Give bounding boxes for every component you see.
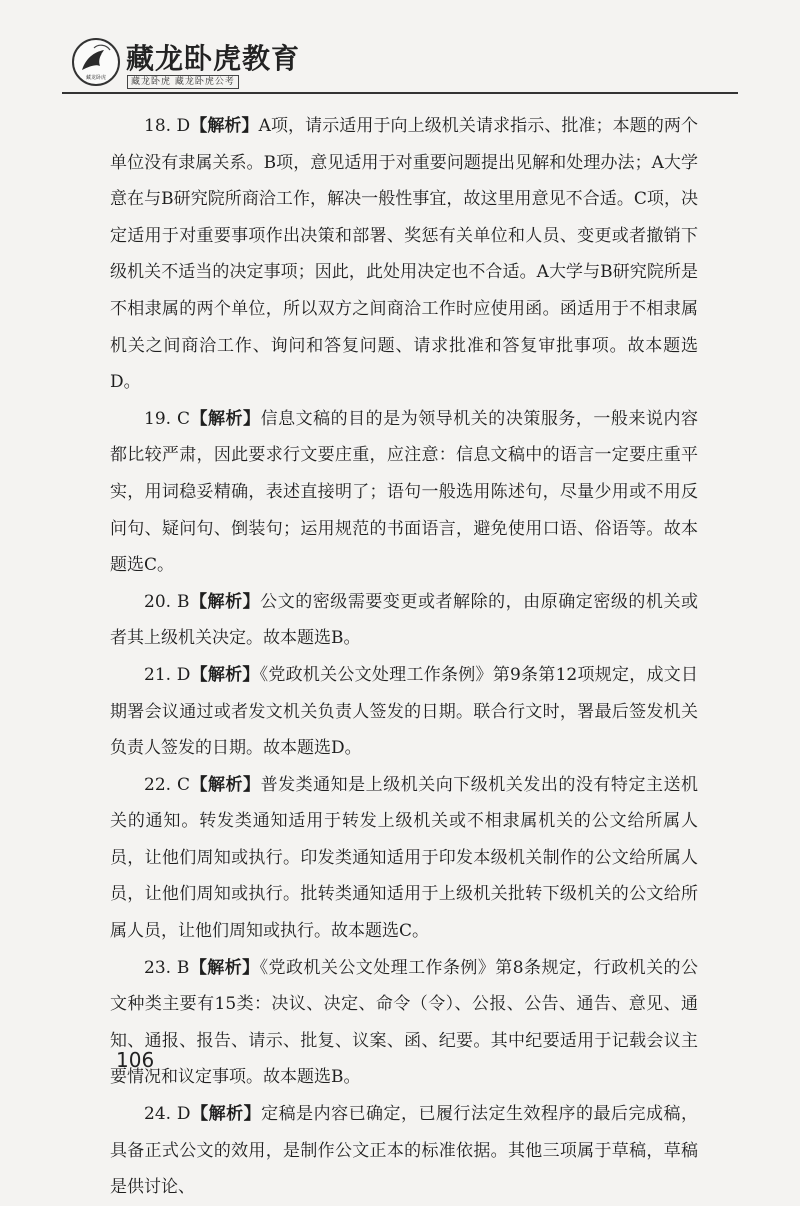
answer-number: 22. C xyxy=(144,774,190,795)
analysis-text: 定稿是内容已确定，已履行法定生效程序的最后完成稿，具备正式公文的效用，是制作公文正本的标准依据。其他三项属于草稿，草稿是供讨论、 xyxy=(110,1104,699,1198)
answer-item-21 xyxy=(110,657,698,767)
analysis-text: 普发类通知是上级机关向下级机关发出的没有特定主送机关的通知。转发类通知适用于转发上级机关或不相隶属机关的公文给所属人员，让他们周知或执行。印发类通知适用于印发本级机关制作的公文给所属人员，让他们周知或执行。批转类通知适用于上级机关批转下级机关的公文给所属人员，让他们周知或执行。故本题选C。 xyxy=(110,774,698,942)
answer-number: 21. D xyxy=(144,664,191,685)
analysis-tag: 【解析】 xyxy=(190,116,259,136)
page-header xyxy=(0,0,800,92)
analysis-text: 公文的密级需要变更或者解除的，由原确定密级的机关或者其上级机关决定。故本题选B。 xyxy=(110,591,699,649)
analysis-tag: 【解析】 xyxy=(189,774,261,795)
analysis-text: 信息文稿的目的是为领导机关的决策服务，一般来说内容都比较严肃，因此要求行文要庄重，应注意：信息文稿中的语言一定要庄重平实，用词稳妥精确，表述直接明了；语句一般选用陈述句，尽量少用或不用反问句、疑问句、倒装句；运用规范的书面语言，避免使用口语、俗语等。故本题选C。 xyxy=(110,408,698,576)
answer-number: 20. B xyxy=(144,591,190,612)
answer-item-19 xyxy=(110,401,698,584)
logo-caption: 藏龙卧虎 xyxy=(85,75,106,81)
analysis-tag: 【解析】 xyxy=(190,664,260,685)
analysis-text: A项，请示适用于向上级机关请求指示、批准；本题的两个单位没有隶属关系。B项，意见适用于对重要问题提出见解和处理办法；A大学意在与B研究院所商洽工作，解决一般性事宜，故这里用意见不合适。C项，决定适用于对重要事项作出决策和部署、奖惩有关单位和人员、变更或者撤销下级机关不适当的决定事项；因此，此处用决定也不合适。A大学与B研究院所是不相隶属的两个单位，所以双方之间商洽工作时应使用函。函适用于不相隶属机关之间商洽工作、询问和答复问题、请求批准和答复审批事项。故本题选D。 xyxy=(110,116,698,393)
answer-item-22 xyxy=(110,767,698,950)
analysis-tag: 【解析】 xyxy=(189,957,260,978)
answer-number: 19. C xyxy=(144,408,190,429)
analysis-tag: 【解析】 xyxy=(190,1104,262,1125)
answer-item-18 xyxy=(110,108,698,401)
answer-explanations xyxy=(110,108,698,1206)
answer-number: 23. B xyxy=(144,957,190,978)
answer-number: 18. D xyxy=(144,116,191,136)
answer-item-24 xyxy=(110,1096,698,1206)
brand-title: 藏龙卧虎教育 xyxy=(126,42,301,75)
header-divider xyxy=(62,92,738,94)
analysis-text: 《党政机关公文处理工作条例》第9条第12项规定，成文日期署会议通过或者发文机关负责人签发的日期。联合行文时，署最后签发机关负责人签发的日期。故本题选D。 xyxy=(110,664,698,759)
analysis-text: 《党政机关公文处理工作条例》第8条规定，行政机关的公文种类主要有15类：决议、决定、命令（令）、公报、公告、通告、意见、通知、通报、报告、请示、批复、议案、函、纪要。其中纪要适用于记载会议主要情况和议定事项。故本题选B。 xyxy=(110,957,699,1088)
answer-item-20 xyxy=(110,584,698,657)
answer-number: 24. D xyxy=(144,1104,191,1125)
analysis-tag: 【解析】 xyxy=(189,591,261,612)
page-number: 106 xyxy=(116,1048,155,1072)
brand-subtitle: 藏龙卧虎 藏龙卧虎公考 xyxy=(127,75,239,89)
analysis-tag: 【解析】 xyxy=(189,408,261,429)
answer-item-23 xyxy=(110,950,698,1096)
brand-logo xyxy=(72,38,120,86)
